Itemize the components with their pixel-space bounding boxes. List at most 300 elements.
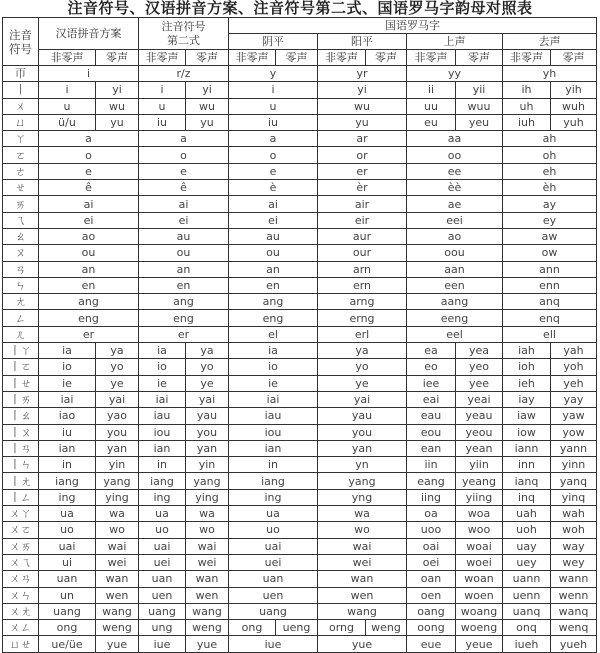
mps2-zero-cell: yo xyxy=(186,359,229,375)
gr-qusheng-zero-cell: yann xyxy=(551,440,597,456)
gr-qusheng-zero-cell: yih xyxy=(551,82,597,98)
table-row xyxy=(3,98,597,114)
zhuyin-symbol: 丨 xyxy=(3,82,39,98)
mps2-zero-cell: yue xyxy=(186,636,229,652)
gr-yangping-cell: eir xyxy=(318,212,407,228)
table-row xyxy=(3,391,597,407)
gr-shangsheng-non-zero-cell: iee xyxy=(407,375,456,391)
pinyin-zero-cell: wa xyxy=(96,506,139,522)
finals-comparison-table xyxy=(2,17,597,653)
mps2-non-zero-cell: iou xyxy=(139,424,186,440)
pinyin-non-zero-cell: io xyxy=(39,359,96,375)
header-tone-shangsheng: 上声 xyxy=(407,34,503,50)
gr-qusheng-zero-cell: yeh xyxy=(551,375,597,391)
pinyin-cell: ê xyxy=(39,180,139,196)
table-row xyxy=(3,163,597,179)
mps2-zero-cell: yu xyxy=(186,114,229,130)
pinyin-zero-cell: yue xyxy=(96,636,139,652)
gr-shangsheng-zero-cell: woai xyxy=(456,538,503,554)
subheader-non-zero-initial: 非零声 xyxy=(407,50,456,66)
gr-yinping-cell: uen xyxy=(229,587,318,603)
gr-shangsheng-cell: ao xyxy=(407,228,503,244)
zhuyin-symbol: 丨ㄡ xyxy=(3,424,39,440)
mps2-non-zero-cell: uei xyxy=(139,554,186,570)
mps2-zero-cell: wan xyxy=(186,571,229,587)
gr-shangsheng-non-zero-cell: oei xyxy=(407,554,456,570)
pinyin-zero-cell: wei xyxy=(96,554,139,570)
gr-shangsheng-non-zero-cell: oong xyxy=(407,620,456,636)
gr-yinping-cell: uei xyxy=(229,554,318,570)
gr-shangsheng-zero-cell: yeau xyxy=(456,408,503,424)
mps2-non-zero-cell: uai xyxy=(139,538,186,554)
table-title: 注音符号、汉语拼音方案、注音符号第二式、国语罗马字韵母对照表 xyxy=(67,0,533,17)
pinyin-zero-cell: yin xyxy=(96,457,139,473)
gr-qusheng-zero-cell: wah xyxy=(551,506,597,522)
gr-qusheng-cell: ah xyxy=(503,131,597,147)
table-row xyxy=(3,147,597,163)
pinyin-non-zero-cell: in xyxy=(39,457,96,473)
gr-yangping-cell: yng xyxy=(318,489,407,505)
pinyin-cell: er xyxy=(39,326,139,342)
gr-shangsheng-zero-cell: yiing xyxy=(456,489,503,505)
mps2-cell: an xyxy=(139,261,229,277)
pinyin-zero-cell: yao xyxy=(96,408,139,424)
gr-yinping-cell: ing xyxy=(229,489,318,505)
table-row xyxy=(3,489,597,505)
gr-shangsheng-non-zero-cell: eou xyxy=(407,424,456,440)
gr-yangping-cell: wan xyxy=(318,571,407,587)
gr-shangsheng-non-zero-cell: eang xyxy=(407,473,456,489)
mps2-cell: ei xyxy=(139,212,229,228)
gr-yangping-cell: wang xyxy=(318,603,407,619)
pinyin-cell: a xyxy=(39,131,139,147)
mps2-non-zero-cell: ie xyxy=(139,375,186,391)
mps2-cell: eng xyxy=(139,310,229,326)
table-row xyxy=(3,82,597,98)
pinyin-non-zero-cell: ue/üe xyxy=(39,636,96,652)
zhuyin-symbol: ㄨㄛ xyxy=(3,522,39,538)
gr-yinping-cell: iai xyxy=(229,391,318,407)
gr-shangsheng-cell: eel xyxy=(407,326,503,342)
mps2-cell: ai xyxy=(139,196,229,212)
gr-shangsheng-non-zero-cell: uu xyxy=(407,98,456,114)
gr-yangping-cell: wai xyxy=(318,538,407,554)
header-mps2: 注音符号 第二式 xyxy=(139,18,229,50)
gr-yangping-cell: air xyxy=(318,196,407,212)
zhuyin-symbol: 丨ㄤ xyxy=(3,473,39,489)
gr-qusheng-zero-cell: wuh xyxy=(551,98,597,114)
gr-shangsheng-zero-cell: wuu xyxy=(456,98,503,114)
gr-yinping-cell: uang xyxy=(229,603,318,619)
subheader-non-zero-initial: 非零声 xyxy=(503,50,551,66)
pinyin-cell: an xyxy=(39,261,139,277)
gr-yinping-cell: eng xyxy=(229,310,318,326)
gr-qusheng-non-zero-cell: ioh xyxy=(503,359,551,375)
gr-yangping-cell: wen xyxy=(318,587,407,603)
pinyin-cell: i xyxy=(39,66,139,82)
zhuyin-symbol: ㄨㄚ xyxy=(3,506,39,522)
gr-qusheng-non-zero-cell: iah xyxy=(503,343,551,359)
table-row xyxy=(3,245,597,261)
gr-shangsheng-cell: aan xyxy=(407,261,503,277)
mps2-cell: o xyxy=(139,147,229,163)
gr-yinping-cell: en xyxy=(229,277,318,293)
subheader-zero-initial: 零声 xyxy=(96,50,139,66)
gr-qusheng-zero-cell: wenq xyxy=(551,620,597,636)
pinyin-zero-cell: wu xyxy=(96,98,139,114)
gr-shangsheng-non-zero-cell: oang xyxy=(407,603,456,619)
mps2-zero-cell: yin xyxy=(186,457,229,473)
table-row xyxy=(3,326,597,342)
mps2-cell: e xyxy=(139,163,229,179)
gr-shangsheng-non-zero-cell: eo xyxy=(407,359,456,375)
header-pinyin: 汉语拼音方案 xyxy=(39,18,139,50)
mps2-cell: en xyxy=(139,277,229,293)
mps2-non-zero-cell: iu xyxy=(139,114,186,130)
gr-shangsheng-cell: oou xyxy=(407,245,503,261)
zhuyin-symbol: ㄣ xyxy=(3,277,39,293)
pinyin-zero-cell: yu xyxy=(96,114,139,130)
gr-yangping-cell: yr xyxy=(318,66,407,82)
mps2-zero-cell: you xyxy=(186,424,229,440)
mps2-non-zero-cell: uen xyxy=(139,587,186,603)
table-row xyxy=(3,636,597,652)
pinyin-cell: ou xyxy=(39,245,139,261)
zhuyin-symbol: ㄚ xyxy=(3,131,39,147)
pinyin-non-zero-cell: uo xyxy=(39,522,96,538)
zhuyin-symbol: 丨ㄝ xyxy=(3,375,39,391)
zhuyin-symbol: 丨ㄥ xyxy=(3,489,39,505)
table-row xyxy=(3,66,597,82)
gr-qusheng-zero-cell: yinq xyxy=(551,489,597,505)
table-row xyxy=(3,424,597,440)
zhuyin-symbol: ㄥ xyxy=(3,310,39,326)
header-tone-yangping: 阳平 xyxy=(318,34,407,50)
table-row xyxy=(3,261,597,277)
table-row xyxy=(3,408,597,424)
gr-yinping-cell: y xyxy=(229,66,318,82)
pinyin-non-zero-cell: uai xyxy=(39,538,96,554)
gr-qusheng-zero-cell: woh xyxy=(551,522,597,538)
zhuyin-symbol: ㄨㄢ xyxy=(3,571,39,587)
pinyin-non-zero-cell: i xyxy=(39,82,96,98)
zhuyin-symbol: ㄞ xyxy=(3,196,39,212)
gr-qusheng-zero-cell: wanq xyxy=(551,603,597,619)
gr-shangsheng-zero-cell: yee xyxy=(456,375,503,391)
mps2-non-zero-cell: i xyxy=(139,82,186,98)
mps2-non-zero-cell: iue xyxy=(139,636,186,652)
gr-yangping-zero-cell: weng xyxy=(366,620,407,636)
gr-qusheng-cell: enn xyxy=(503,277,597,293)
gr-yangping-cell: yu xyxy=(318,114,407,130)
gr-shangsheng-zero-cell: woen xyxy=(456,587,503,603)
zhuyin-symbol: ㄨㄟ xyxy=(3,554,39,570)
gr-qusheng-non-zero-cell: uenn xyxy=(503,587,551,603)
subheader-zero-initial: 零声 xyxy=(366,50,407,66)
mps2-zero-cell: yan xyxy=(186,440,229,456)
gr-shangsheng-zero-cell: yea xyxy=(456,343,503,359)
mps2-cell: au xyxy=(139,228,229,244)
gr-shangsheng-non-zero-cell: oan xyxy=(407,571,456,587)
gr-yinping-cell: ei xyxy=(229,212,318,228)
gr-qusheng-non-zero-cell: ieh xyxy=(503,375,551,391)
zhuyin-symbol: 丨ㄚ xyxy=(3,343,39,359)
mps2-cell: ê xyxy=(139,180,229,196)
gr-yangping-cell: yue xyxy=(318,636,407,652)
mps2-zero-cell: wo xyxy=(186,522,229,538)
gr-yinping-cell: ua xyxy=(229,506,318,522)
gr-yinping-zero-cell: ueng xyxy=(276,620,318,636)
subheader-non-zero-initial: 非零声 xyxy=(318,50,366,66)
gr-yangping-cell: arn xyxy=(318,261,407,277)
zhuyin-symbol: 丨ㄛ xyxy=(3,359,39,375)
gr-shangsheng-zero-cell: yeo xyxy=(456,359,503,375)
gr-yangping-cell: erng xyxy=(318,310,407,326)
gr-qusheng-cell: oh xyxy=(503,147,597,163)
zhuyin-symbol: ㄨㄤ xyxy=(3,603,39,619)
mps2-cell: er xyxy=(139,326,229,342)
gr-yangping-cell: ern xyxy=(318,277,407,293)
gr-yinping-cell: ie xyxy=(229,375,318,391)
gr-shangsheng-cell: ae xyxy=(407,196,503,212)
gr-shangsheng-zero-cell: woan xyxy=(456,571,503,587)
zhuyin-symbol: ㄟ xyxy=(3,212,39,228)
pinyin-zero-cell: ying xyxy=(96,489,139,505)
zhuyin-symbol: ㄜ xyxy=(3,163,39,179)
gr-yinping-cell: ian xyxy=(229,440,318,456)
gr-yinping-cell: i xyxy=(229,82,318,98)
mps2-zero-cell: ying xyxy=(186,489,229,505)
gr-shangsheng-cell: aang xyxy=(407,294,503,310)
subheader-zero-initial: 零声 xyxy=(456,50,503,66)
mps2-non-zero-cell: ian xyxy=(139,440,186,456)
pinyin-non-zero-cell: ui xyxy=(39,554,96,570)
pinyin-non-zero-cell: uang xyxy=(39,603,96,619)
gr-qusheng-zero-cell: wey xyxy=(551,554,597,570)
gr-shangsheng-non-zero-cell: iing xyxy=(407,489,456,505)
pinyin-zero-cell: ya xyxy=(96,343,139,359)
pinyin-zero-cell: wo xyxy=(96,522,139,538)
gr-qusheng-zero-cell: yow xyxy=(551,424,597,440)
gr-qusheng-zero-cell: yaw xyxy=(551,408,597,424)
gr-yinping-cell: è xyxy=(229,180,318,196)
pinyin-non-zero-cell: ua xyxy=(39,506,96,522)
gr-shangsheng-cell: eeng xyxy=(407,310,503,326)
mps2-zero-cell: yau xyxy=(186,408,229,424)
gr-qusheng-cell: èh xyxy=(503,180,597,196)
gr-shangsheng-cell: een xyxy=(407,277,503,293)
gr-yangping-cell: èr xyxy=(318,180,407,196)
gr-shangsheng-zero-cell: yeue xyxy=(456,636,503,652)
gr-yinping-cell: iang xyxy=(229,473,318,489)
mps2-non-zero-cell: ing xyxy=(139,489,186,505)
gr-qusheng-non-zero-cell: uah xyxy=(503,506,551,522)
gr-yinping-cell: o xyxy=(229,147,318,163)
gr-shangsheng-non-zero-cell: ean xyxy=(407,440,456,456)
zhuyin-symbol: ㄢ xyxy=(3,261,39,277)
table-row xyxy=(3,522,597,538)
gr-yangping-cell: arng xyxy=(318,294,407,310)
mps2-non-zero-cell: ung xyxy=(139,620,186,636)
gr-shangsheng-cell: yy xyxy=(407,66,503,82)
pinyin-zero-cell: yan xyxy=(96,440,139,456)
table-row xyxy=(3,228,597,244)
table-row xyxy=(3,180,597,196)
zhuyin-symbol: ㄩ xyxy=(3,114,39,130)
gr-shangsheng-non-zero-cell: ii xyxy=(407,82,456,98)
gr-shangsheng-non-zero-cell: iin xyxy=(407,457,456,473)
table-row xyxy=(3,620,597,636)
mps2-zero-cell: yang xyxy=(186,473,229,489)
pinyin-zero-cell: yai xyxy=(96,391,139,407)
gr-qusheng-non-zero-cell: uey xyxy=(503,554,551,570)
gr-qusheng-cell: ell xyxy=(503,326,597,342)
pinyin-non-zero-cell: ia xyxy=(39,343,96,359)
mps2-zero-cell: wu xyxy=(186,98,229,114)
zhuyin-symbol: ㄨㄣ xyxy=(3,587,39,603)
header-gwoyeu-romatzyh: 国语罗马字 xyxy=(229,18,597,34)
gr-qusheng-non-zero-cell: uoh xyxy=(503,522,551,538)
gr-shangsheng-cell: aa xyxy=(407,131,503,147)
gr-yinping-cell: el xyxy=(229,326,318,342)
gr-shangsheng-cell: èè xyxy=(407,180,503,196)
pinyin-zero-cell: ye xyxy=(96,375,139,391)
gr-qusheng-zero-cell: yuh xyxy=(551,114,597,130)
table-row xyxy=(3,538,597,554)
mps2-cell: ang xyxy=(139,294,229,310)
pinyin-cell: ang xyxy=(39,294,139,310)
mps2-non-zero-cell: ua xyxy=(139,506,186,522)
pinyin-cell: e xyxy=(39,163,139,179)
zhuyin-symbol: 丨ㄣ xyxy=(3,457,39,473)
table-row xyxy=(3,359,597,375)
table-row xyxy=(3,506,597,522)
gr-shangsheng-zero-cell: yean xyxy=(456,440,503,456)
zhuyin-symbol: ㄝ xyxy=(3,180,39,196)
pinyin-zero-cell: wai xyxy=(96,538,139,554)
pinyin-non-zero-cell: iai xyxy=(39,391,96,407)
pinyin-non-zero-cell: ü/u xyxy=(39,114,96,130)
gr-qusheng-cell: yh xyxy=(503,66,597,82)
mps2-cell: ou xyxy=(139,245,229,261)
gr-qusheng-non-zero-cell: inn xyxy=(503,457,551,473)
gr-yangping-cell: yo xyxy=(318,359,407,375)
gr-yinping-cell: u xyxy=(229,98,318,114)
pinyin-non-zero-cell: ie xyxy=(39,375,96,391)
table-row xyxy=(3,457,597,473)
header-tone-qusheng: 去声 xyxy=(503,34,597,50)
subheader-zero-initial: 零声 xyxy=(276,50,318,66)
pinyin-zero-cell: wang xyxy=(96,603,139,619)
gr-yangping-cell: erl xyxy=(318,326,407,342)
mps2-non-zero-cell: io xyxy=(139,359,186,375)
gr-qusheng-cell: ay xyxy=(503,196,597,212)
gr-shangsheng-cell: oo xyxy=(407,147,503,163)
gr-yangping-cell: wo xyxy=(318,522,407,538)
gr-shangsheng-non-zero-cell: eu xyxy=(407,114,456,130)
gr-yangping-cell: you xyxy=(318,424,407,440)
gr-yinping-non-zero-cell: ong xyxy=(229,620,276,636)
gr-yinping-cell: iou xyxy=(229,424,318,440)
gr-shangsheng-zero-cell: yeang xyxy=(456,473,503,489)
gr-yinping-cell: iu xyxy=(229,114,318,130)
mps2-non-zero-cell: u xyxy=(139,98,186,114)
gr-qusheng-non-zero-cell: iay xyxy=(503,391,551,407)
mps2-non-zero-cell: ia xyxy=(139,343,186,359)
gr-shangsheng-non-zero-cell: oen xyxy=(407,587,456,603)
mps2-cell: r/z xyxy=(139,66,229,82)
gr-yangping-cell: ya xyxy=(318,343,407,359)
mps2-zero-cell: wei xyxy=(186,554,229,570)
gr-shangsheng-zero-cell: yii xyxy=(456,82,503,98)
gr-shangsheng-cell: ee xyxy=(407,163,503,179)
gr-yinping-cell: ia xyxy=(229,343,318,359)
gr-qusheng-zero-cell: yoh xyxy=(551,359,597,375)
zhuyin-symbol: ㄨㄥ xyxy=(3,620,39,636)
gr-yangping-cell: wei xyxy=(318,554,407,570)
gr-yangping-cell: ye xyxy=(318,375,407,391)
gr-shangsheng-zero-cell: woa xyxy=(456,506,503,522)
zhuyin-symbol: ㄠ xyxy=(3,228,39,244)
gr-yinping-cell: a xyxy=(229,131,318,147)
table-row xyxy=(3,375,597,391)
gr-yinping-cell: io xyxy=(229,359,318,375)
subheader-zero-initial: 零声 xyxy=(551,50,597,66)
gr-yangping-cell: or xyxy=(318,147,407,163)
pinyin-cell: o xyxy=(39,147,139,163)
gr-shangsheng-non-zero-cell: oai xyxy=(407,538,456,554)
mps2-zero-cell: wang xyxy=(186,603,229,619)
zhuyin-symbol: 丨ㄠ xyxy=(3,408,39,424)
gr-qusheng-cell: ow xyxy=(503,245,597,261)
gr-shangsheng-zero-cell: woo xyxy=(456,522,503,538)
table-row xyxy=(3,196,597,212)
header-symbol: 注音 符号 xyxy=(3,18,39,66)
pinyin-non-zero-cell: iu xyxy=(39,424,96,440)
mps2-zero-cell: wa xyxy=(186,506,229,522)
mps2-zero-cell: wen xyxy=(186,587,229,603)
gr-shangsheng-non-zero-cell: eai xyxy=(407,391,456,407)
subheader-non-zero-initial: 非零声 xyxy=(39,50,96,66)
table-row xyxy=(3,571,597,587)
pinyin-cell: ao xyxy=(39,228,139,244)
pinyin-non-zero-cell: u xyxy=(39,98,96,114)
mps2-non-zero-cell: uan xyxy=(139,571,186,587)
gr-qusheng-cell: anq xyxy=(503,294,597,310)
gr-yinping-cell: an xyxy=(229,261,318,277)
gr-yinping-cell: e xyxy=(229,163,318,179)
mps2-zero-cell: yi xyxy=(186,82,229,98)
gr-qusheng-non-zero-cell: uanq xyxy=(503,603,551,619)
mps2-non-zero-cell: uo xyxy=(139,522,186,538)
gr-qusheng-non-zero-cell: onq xyxy=(503,620,551,636)
mps2-non-zero-cell: uang xyxy=(139,603,186,619)
gr-yinping-cell: iue xyxy=(229,636,318,652)
mps2-non-zero-cell: in xyxy=(139,457,186,473)
gr-qusheng-non-zero-cell: ih xyxy=(503,82,551,98)
pinyin-non-zero-cell: un xyxy=(39,587,96,603)
pinyin-non-zero-cell: iao xyxy=(39,408,96,424)
gr-qusheng-non-zero-cell: iaw xyxy=(503,408,551,424)
pinyin-cell: en xyxy=(39,277,139,293)
gr-shangsheng-zero-cell: yeai xyxy=(456,391,503,407)
pinyin-non-zero-cell: uan xyxy=(39,571,96,587)
table-row xyxy=(3,587,597,603)
gr-qusheng-zero-cell: yay xyxy=(551,391,597,407)
gr-yangping-cell: yi xyxy=(318,82,407,98)
gr-qusheng-zero-cell: yueh xyxy=(551,636,597,652)
gr-yangping-cell: aur xyxy=(318,228,407,244)
